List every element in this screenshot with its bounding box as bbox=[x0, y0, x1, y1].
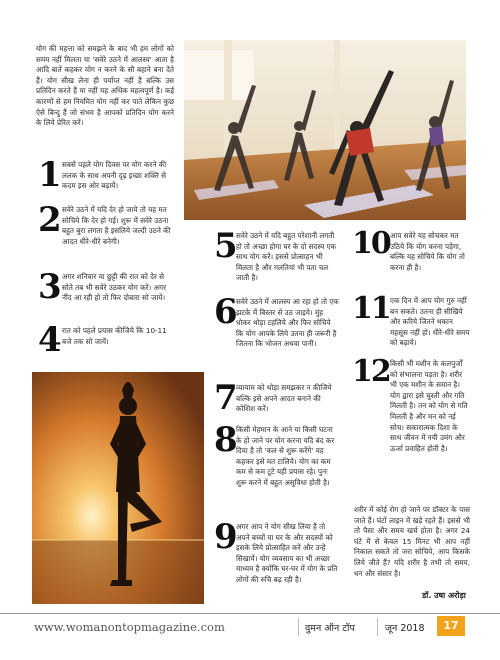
closing-paragraph: शरीर में कोई रोग हो जाने पर डॉक्टर के पास जाते हैं। घंटों लाइन में खड़े रहते हैं। इससे भी तो पैसा और समय खर्च होता है। अगर 24 घंटे में से केवल 15 मिनट भी आप नहीं निकाल सकते तो जरा सोचिये, आप किसके लिये जीते हैं? यदि शरीर है तभी तो समय, धन और संसार है। bbox=[354, 505, 470, 578]
sunset-yoga-silhouette-photo bbox=[32, 372, 204, 604]
item-number-6: 6 bbox=[214, 292, 238, 332]
footer-issue-date: जून 2018 bbox=[385, 623, 425, 634]
item-text-9: अगर आप ने योग सीख लिया है तो अपने बच्चों या घर के और सदस्यों को इसके लिये प्रोत्साहित करें और उन्हें सिखायें। योग व्यवसाय का भी अच्छा माध्यम है क्योंकि घर-घर में योग के प्रति लोगों की रुचि बढ़ रही है। bbox=[236, 522, 338, 584]
item-number-8: 8 bbox=[214, 420, 238, 460]
footer-page-number: 17 bbox=[437, 616, 465, 636]
item-text-4: रात को पहले प्रयास कीजिये कि 10-11 बजे तक सो जायें। bbox=[62, 326, 167, 346]
item-text-5: सवेरे उठने में यदि बहुत परेशानी लगती हो तो अच्छा होगा घर के दो सदस्य एक साथ योग करें। इससे प्रोत्साहन भी मिलता है और गलतियां भी पता चल जाती है। bbox=[236, 231, 337, 283]
item-number-7: 7 bbox=[214, 378, 238, 418]
item-text-8: किसी मेहमान के आने या किसी घटना के हो जाने पर योग करना यदि बंद कर दिया है तो 'कल से शुरू करेंगे' यह कहकर इसे मत टालिये। योग का कम कम से कम टूटे यही प्रयास रहे। पुनः शुरू करने में बहुत असुविधा होती है। bbox=[236, 425, 335, 487]
item-number-9: 9 bbox=[214, 517, 238, 557]
item-text-1: सबसे पहले योग दिवस पर योग करने की ललक के साथ अपनी दृढ़ इच्छा शक्ति से कदम इस ओर बढ़ायें। bbox=[62, 160, 167, 191]
item-number-4: 4 bbox=[38, 320, 62, 360]
item-number-10: 10 bbox=[352, 226, 390, 261]
item-text-10: आप सवेरे यह सोचकर मत उठिये कि योग करना पड़ेगा, बल्कि यह सोचिये कि योग तो करना ही है। bbox=[390, 231, 465, 272]
yoga-class-photo bbox=[184, 40, 466, 220]
item-number-3: 3 bbox=[38, 267, 62, 307]
yoga-class-illustration bbox=[184, 40, 466, 220]
footer-separator bbox=[298, 618, 299, 636]
footer-magazine-name: वुमन ऑन टॉप bbox=[305, 623, 355, 634]
item-number-2: 2 bbox=[38, 200, 62, 240]
item-number-11: 11 bbox=[352, 291, 390, 326]
item-text-6: सवेरे उठने में आलस्य आ रहा हो तो एक झटके में बिस्तर से उठ जाइये। मुंह धोकर थोड़ा टहलिये और फिर सोचिये कि योग आपके लिये उतना ही जरूरी है जितना कि भोजन अथवा पानी। bbox=[236, 297, 339, 349]
item-number-5: 5 bbox=[214, 226, 238, 266]
item-text-12: किसी भी मशीन के कलपुर्जों को संभालना पड़ता है। शरीर भी एक मशीन के समान है। योग द्वारा इसे चुस्ती और गति मिलती है। तन को योग से गति मिलती है और मन को नई सोच। सकारात्मक दिशा के साथ जीवन में नयी उमंग और ऊर्जा प्रवाहित होती है। bbox=[390, 359, 468, 453]
item-number-1: 1 bbox=[38, 155, 62, 195]
footer-separator bbox=[377, 618, 378, 636]
footer-website-url[interactable]: www.womanontopmagazine.com bbox=[34, 620, 225, 634]
sunset-silhouette-illustration bbox=[32, 372, 204, 604]
intro-paragraph: योग की महत्ता को समझने के बाद भी हम लोगों को समय नहीं मिलता या 'सवेरे उठने में आलस्य' आता है आदि बातें कहकर योग न करने के सौ बहाने बना देते हैं। योग सीख लेना ही पर्याप्त नहीं है बल्कि उस प्रतिदिन करते हैं या नहीं यह अधिक महत्वपूर्ण है। कई कारणों से हम नियमित योग नहीं कर पाते लेकिन कुछ ऐसे बिन्दु हैं जो संभव है आपको प्रतिदिन योग करने के लिये प्रेरित करें। bbox=[36, 44, 174, 128]
item-text-3: अगर शनिवार या छुट्टी की रात को देर से सोते तब भी सवेरे उठकर योग करें। अगर नींद आ रही हो तो फिर दोबारा सो जायें। bbox=[62, 272, 167, 303]
footer-divider bbox=[0, 613, 500, 614]
item-text-11: एक दिन में आप योग गुरु नहीं बन सकते। उतना ही सीखिये और करिये जितने थकान महसूस नहीं हो। धीरे-धीरे समय को बढ़ाये। bbox=[390, 296, 470, 348]
item-number-12: 12 bbox=[352, 354, 390, 389]
item-text-2: सवेरे उठने में यदि देर हो जाये तो यह मत सोचिये कि देर हो गई। शुरू में सवेरे उठना बहुत बुरा लगता है इसलिये जल्दी उठने की आदत धीरे-धीरे बनेगी। bbox=[62, 205, 171, 246]
author-byline: डॉ. उषा अरोड़ा bbox=[422, 591, 466, 600]
item-text-7: व्यायाम को थोड़ा समझकर न कीजिये बल्कि इसे अपने आदत बनाने की कोशिश करें। bbox=[236, 383, 332, 414]
